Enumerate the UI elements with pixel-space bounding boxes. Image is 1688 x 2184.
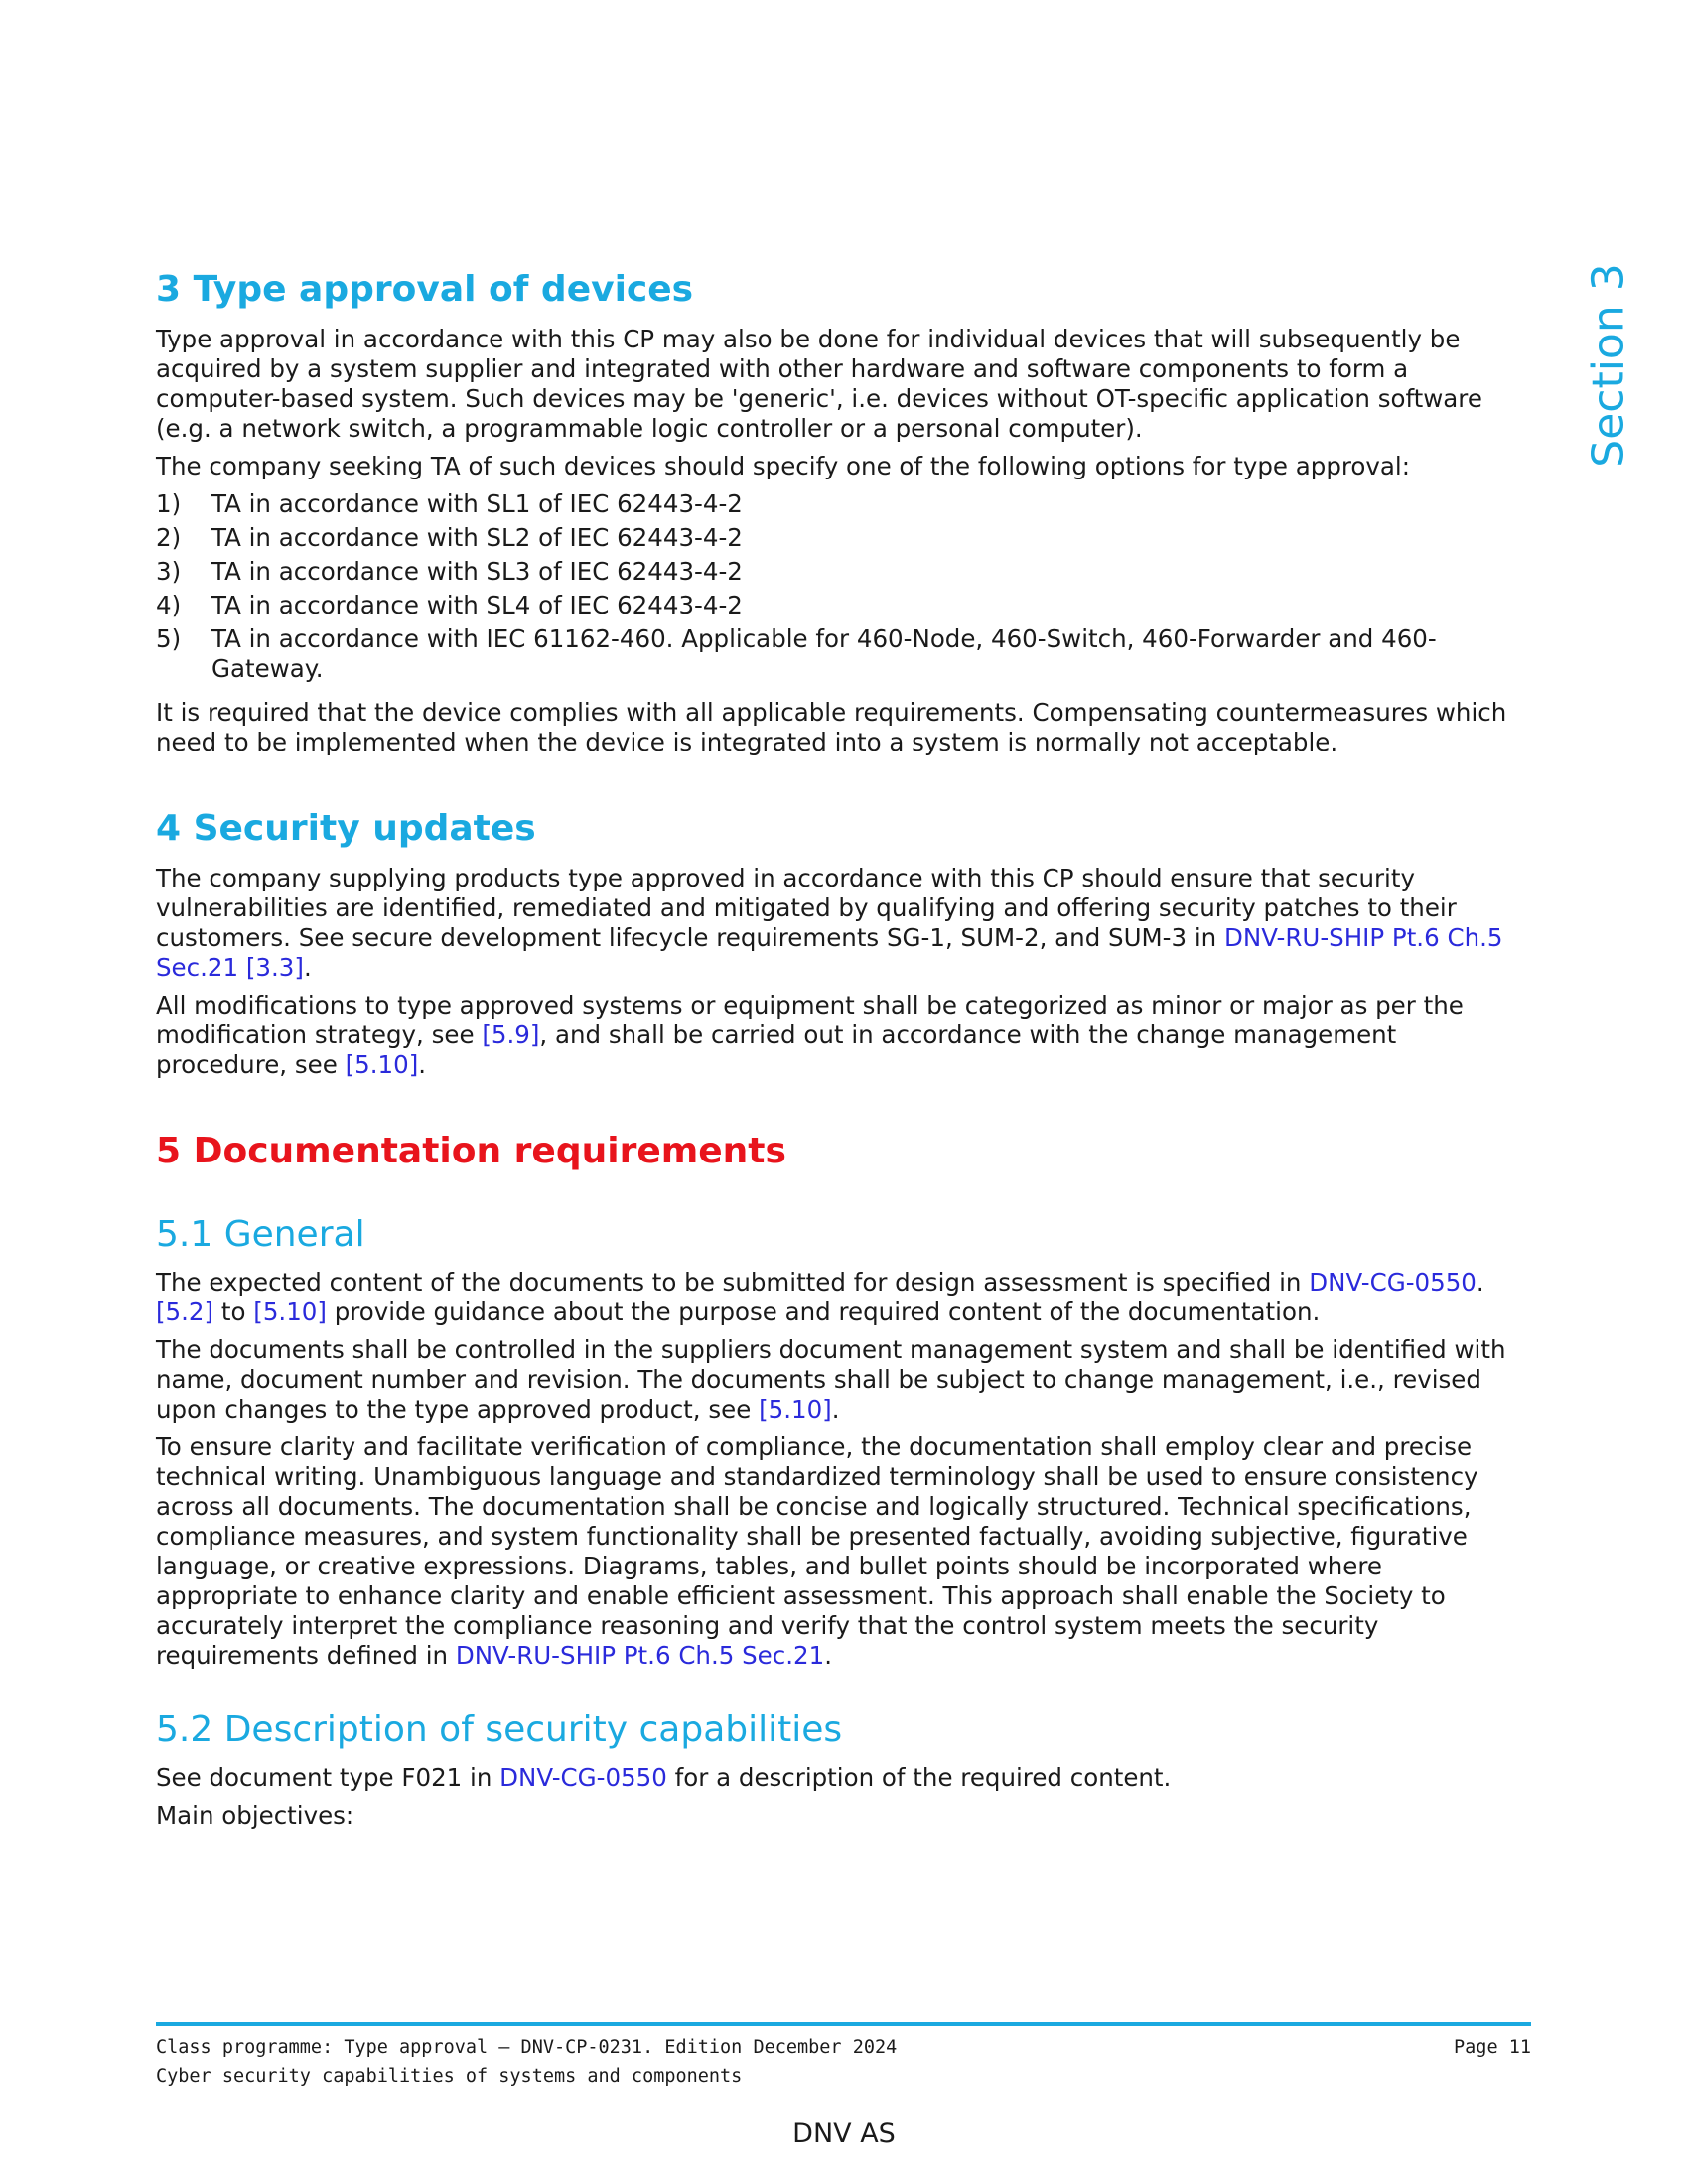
section-3-paragraph-3: It is required that the device complies with all applicable requirements. Compensating countermeasures which need to be implemented when the device is integrated into a system is normally not acceptable.: [156, 698, 1507, 757]
ref-5-10-link[interactable]: [5.10]: [253, 1297, 327, 1326]
list-item: [156, 489, 1531, 519]
section-4-paragraph-2: All modifications to type approved systems or equipment shall be categorized as minor or major as per the modification strategy, see [5.9], and shall be carried out in accordance with the change management procedure, see [5.10].: [156, 991, 1464, 1080]
ref-5-10-link[interactable]: [5.10]: [759, 1394, 832, 1424]
section-4-paragraph-1: The company supplying products type approved in accordance with this CP should ensure that security vulnerabilities are identified, remediated and mitigated by qualifying and offering security patches to their customers. See secure development lifecycle requirements SG-1, SUM-2, and SUM-3 in DNV-RU-SHIP Pt.6 Ch.5 Sec.21 [3.3].: [156, 864, 1503, 983]
page-footer: [156, 2033, 1531, 2091]
section-5-1-paragraph-1: The expected content of the documents to be submitted for design assessment is specified in DNV-CG-0550. [5.2] to [5.10] provide guidance about the purpose and required content of the documentation.: [156, 1267, 1484, 1326]
footer-document-title: Class programme: Type approval — DNV-CP-0231. Edition December 2024: [156, 2037, 898, 2058]
section-4-heading: 4 Security updates: [156, 808, 536, 850]
list-item: [156, 557, 1531, 587]
section-5-1-paragraph-2: The documents shall be controlled in the suppliers document management system and shall be identified with name, document number and revision. The documents shall be subject to change management, i.e., revised upon changes to the type approved product, see [5.10].: [156, 1334, 1506, 1424]
section-tab-label: Section 3: [1583, 263, 1634, 468]
dnv-ru-ship-link[interactable]: DNV-RU-SHIP Pt.6 Ch.5 Sec.21: [455, 1640, 825, 1670]
ref-5-10-link[interactable]: [5.10]: [345, 1050, 419, 1080]
list-text: TA in accordance with SL3 of IEC 62443-4-2: [211, 557, 743, 587]
list-text: TA in accordance with IEC 61162-460. Applicable for 460-Node, 460-Switch, 460-Forwarder and 460-Gateway.: [211, 624, 1437, 684]
footer-subtitle: Cyber security capabilities of systems and components: [156, 2066, 743, 2087]
ref-5-9-link[interactable]: [5.9]: [482, 1021, 540, 1050]
list-number: 5): [156, 624, 182, 654]
dnv-ru-ship-link[interactable]: DNV-RU-SHIP Pt.6 Ch.5 Sec.21 [3.3]: [156, 923, 1503, 983]
list-text: TA in accordance with SL4 of IEC 62443-4-2: [211, 591, 743, 620]
list-item: [156, 591, 1531, 620]
section-5-2-paragraph-2: Main objectives:: [156, 1800, 354, 1830]
section-5-heading: 5 Documentation requirements: [156, 1131, 786, 1172]
list-item: [156, 523, 1531, 553]
list-number: 1): [156, 489, 182, 519]
ref-5-2-link[interactable]: [5.2]: [156, 1297, 214, 1326]
footer-page-number: Page 11: [1454, 2037, 1531, 2058]
list-number: 2): [156, 523, 182, 553]
list-text: TA in accordance with SL1 of IEC 62443-4-2: [211, 489, 743, 519]
dnv-cg-0550-link[interactable]: DNV-CG-0550: [499, 1762, 667, 1792]
list-number: 4): [156, 591, 182, 620]
company-name: DNV AS: [792, 2118, 896, 2149]
list-text: TA in accordance with SL2 of IEC 62443-4-2: [211, 523, 743, 553]
section-3-heading: 3 Type approval of devices: [156, 269, 694, 310]
section-tab: [1579, 256, 1638, 475]
dnv-cg-0550-link[interactable]: DNV-CG-0550: [1309, 1267, 1477, 1297]
section-3-paragraph-1: Type approval in accordance with this CP may also be done for individual devices that will subsequently be acquired by a system supplier and integrated with other hardware and software components to form a computer-based system. Such devices may be 'generic', i.e. devices without OT-specific application software (e.g. a network switch, a programmable logic controller or a personal computer).: [156, 325, 1482, 444]
subsection-5-2-heading: 5.2 Description of security capabilities: [156, 1708, 843, 1750]
section-5-1-paragraph-3: To ensure clarity and facilitate verification of compliance, the documentation shall employ clear and precise technical writing. Unambiguous language and standardized terminology shall be used to ensure consistency across all documents. The documentation shall be concise and logically structured. Technical specifications, compliance measures, and system functionality shall be presented factually, avoiding subjective, figurative language, or creative expressions. Diagrams, tables, and bullet points should be incorporated where appropriate to enhance clarity and enable efficient assessment. This approach shall enable the Society to accurately interpret the compliance reasoning and verify that the control system meets the security requirements defined in DNV-RU-SHIP Pt.6 Ch.5 Sec.21.: [156, 1432, 1478, 1670]
list-item: [156, 624, 1531, 684]
section-3-paragraph-2: The company seeking TA of such devices should specify one of the following options for type approval:: [156, 452, 1410, 481]
page-content: [156, 268, 1531, 1839]
footer-divider: [156, 2022, 1531, 2026]
section-5-2-paragraph-1: See document type F021 in DNV-CG-0550 for a description of the required content.: [156, 1762, 1172, 1792]
type-approval-options-list: [156, 489, 1531, 684]
list-number: 3): [156, 557, 182, 587]
subsection-5-1-heading: 5.1 General: [156, 1213, 365, 1255]
